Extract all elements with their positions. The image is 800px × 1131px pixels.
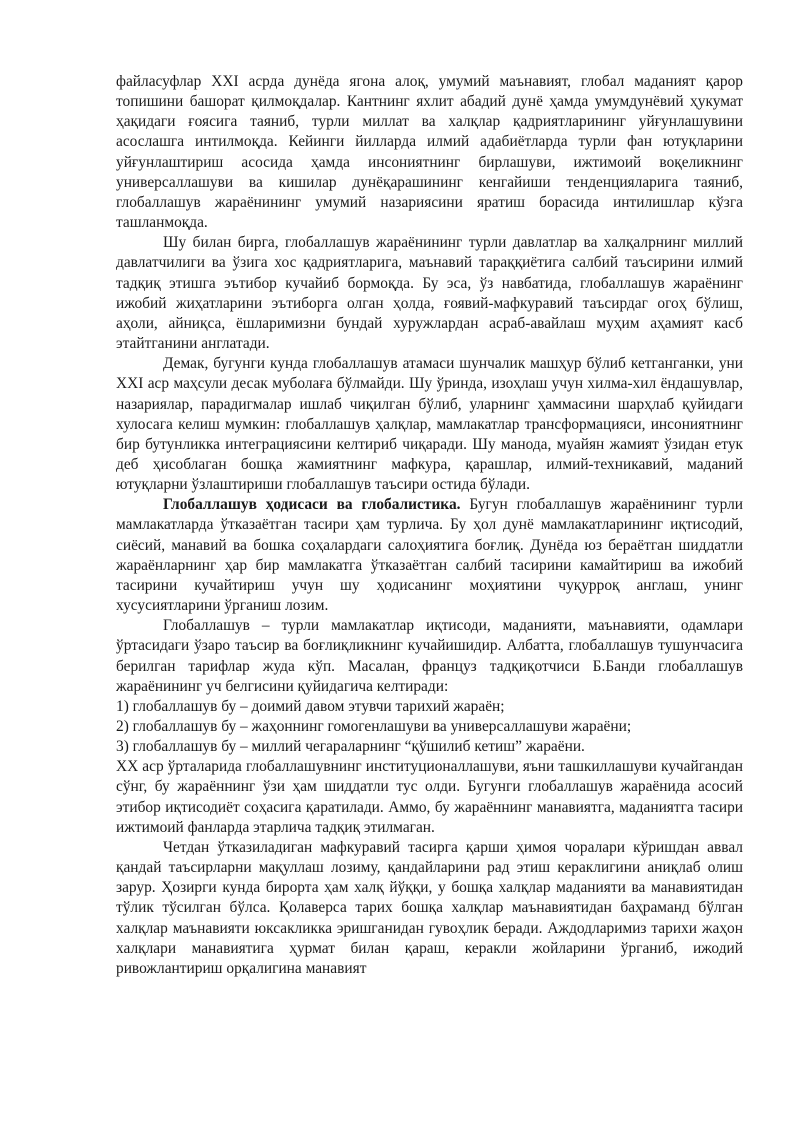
section-heading: Глобаллашув ҳодисаси ва глобалистика. <box>163 496 461 514</box>
paragraph-5: Глобаллашув – турли мамлакатлар иқтисоди, маданияти, маънавияти, одамлари ўртасидаги ўзаро таъсир ва боғлиқликнинг кучайишидир. Албатта, глобаллашув тушунчасига берилган тарифлар жуда кўп. Масалан, француз тадқиқотчиси Б.Банди глобаллашув жараёнининг уч белгисини қуйидагича келтиради: <box>116 617 743 695</box>
paragraph-3: Демак, бугунги кунда глобаллашув атамаси шунчалик машҳур бўлиб кетганганки, уни XXI аср маҳсули десак муболаға бўлмайди. Шу ўринда, изоҳлаш учун хилма-хил ёндашувлар, назариялар, парадигмалар ишлаб чиқилган бўлиб, уларнинг ҳаммасини шарҳлаб қуйидаги хулосага келиш мумкин: глобаллашув ҳалқлар, мамлакатлар трансформацияси, инсониятнинг бир бутунликка интеграциясини келтириб чиқаради. Шу манода, муайян жамият ўзидан етук деб ҳисоблаган бошқа жамиятнинг мафкура, қарашлар, илмий-техникавий, маданий ютуқларни ўзлаштириши глобаллашув таъсири остида бўлади. <box>116 355 743 494</box>
list-item-2: 2) глобаллашув бу – жаҳоннинг гомогенлашуви ва универсаллашуви жараёни; <box>116 718 632 735</box>
paragraph-4-text: Бугун глобаллашув жараёнининг турли мамлакатларда ўтказаётган тасири ҳам турлича. Бу ҳол дунё мамлакатларининг иқтисодий, сиёсий, манавий ва бошка соҳалардаги салоҳиятига боғлиқ. Дунёда юз бераётган шиддатли жараёнларнинг ҳар бир мамлакатга ўтказаётган салбий тасирини камайтириш ва ижобий тасирини кучайтириш учун шу ҳодисанинг моҳиятини чуқурроқ англаш, унинг хусусиятларини ўрганиш лозим. <box>116 496 743 615</box>
paragraph-1: файласуфлар XXI асрда дунёда ягона алоқ, умумий маънавият, глобал маданият қарор топишини башорат қилмоқдалар. Кантнинг яхлит абадий дунё ҳамда умумдунёвий ҳукумат ҳақидаги ғоясига таяниб, турли миллат ва халқлар қадриятларининг уйғунлашувини асослашга интилмоқда. Кейинги йилларда илмий адабиётларда турли фан ютуқларини уйғунлаштириш асосида ҳамда инсониятнинг бирлашуви, ижтимоий воқеликнинг универсаллашуви ва кишилар дунёқарашининг кенгайиши тенденцияларига таяниб, глобаллашув жараёнининг умумий назариясини яратиш борасида интилишлар кўзга ташланмоқда. <box>116 73 743 232</box>
paragraph-2: Шу билан бирга, глобаллашув жараёнининг турли давлатлар ва халқалрнинг миллий давлатчилиги ва ўзига хос қадриятларига, маънавий тараққиётига салбий таъсирини илмий тадқиқ этишга эътибор кучайиб бормоқда. Бу эса, ўз навбатида, глобаллашув жараёнинг ижобий жиҳатларини эътиборга олган ҳолда, ғоявий-мафкуравий таъсирдаг огоҳ бўлиш, аҳоли, айниқса, ёшларимизни бундай хуружлардан асраб-авайлаш муҳим аҳамият касб этайтганини англатади. <box>116 234 743 353</box>
list-item-3: 3) глобаллашув бу – миллий чегараларнинг “қўшилиб кетиш” жараёни. <box>116 738 585 756</box>
paragraph-4 <box>116 495 743 616</box>
paragraph-7: Четдан ўтказиладиган мафкуравий тасирга қарши ҳимоя чоралари кўришдан аввал қандай таъсирларни мақуллаш лозиму, қандайларини рад этиш кераклигини аниқлаб олиш зарур. Ҳозирги кунда бирорта ҳам халқ йўққи, у бошқа халқлар маданияти ва манавиятидан тўлик тўсилган бўлса. Қолаверса тарих бошқа халқлар маънавиятидан баҳраманд бўлган халқлар маънавияти юксакликка эришганидан гувоҳлик беради. Аждодларимиз тарихи жаҳон халқлари манавиятига ҳурмат билан қараш, керакли жойларини ўрганиб, ижодий ривожлантириш орқалигина манавият <box>116 838 743 977</box>
list-item-1: 1) глобаллашув бу – доимий давом этувчи тарихий жараён; <box>116 697 505 715</box>
paragraph-6: XX аср ўрталарида глобаллашувнинг институционаллашуви, яъни ташкиллашуви кучайгандан сўнг, бу жараённинг ўзи ҳам шиддатли тус олди. Бугунги глобаллашув жараёнида асосий этибор иқтисодиёт соҳасига қаратилади. Аммо, бу жараённинг манавиятга, маданиятга тасири ижтимоий фанларда этарлича тадқиқ этилмаган. <box>116 758 743 836</box>
